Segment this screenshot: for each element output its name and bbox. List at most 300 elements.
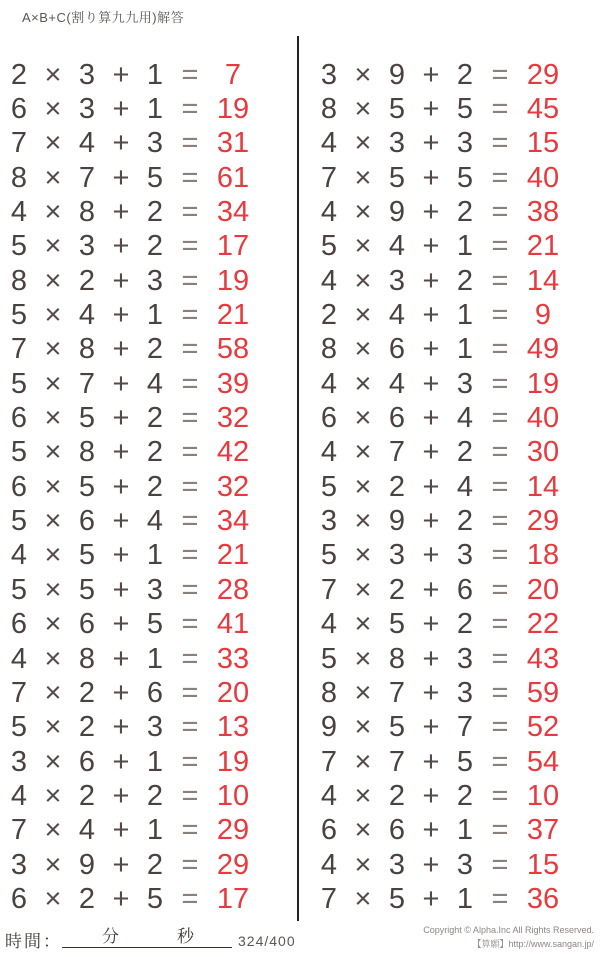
answer: 21 <box>216 299 250 332</box>
addend: 4 <box>146 505 164 538</box>
multiplicand: 5 <box>10 505 28 538</box>
equation-row <box>310 882 568 916</box>
column-divider <box>297 36 299 921</box>
plus-sign: + <box>422 127 440 160</box>
equals-sign: = <box>181 642 199 675</box>
multiplier: 4 <box>388 367 406 400</box>
multiplicand: 3 <box>320 58 338 91</box>
multiplicand: 6 <box>320 402 338 435</box>
multiplier: 7 <box>78 161 96 194</box>
equation-row <box>0 264 258 298</box>
equals-sign: = <box>181 58 199 91</box>
equation-row <box>310 779 568 813</box>
page-title: A×B+C(割り算九九用)解答 <box>22 10 185 25</box>
equals-sign: = <box>491 573 509 606</box>
times-sign: × <box>44 127 62 160</box>
answer: 34 <box>216 505 250 538</box>
multiplier: 6 <box>388 814 406 847</box>
times-sign: × <box>44 299 62 332</box>
plus-sign: + <box>112 642 130 675</box>
addend: 1 <box>146 58 164 91</box>
addend: 3 <box>146 264 164 297</box>
equation-row <box>310 573 568 607</box>
equation-row <box>0 298 258 332</box>
times-sign: × <box>354 882 372 915</box>
plus-sign: + <box>422 848 440 881</box>
equation-row <box>0 848 258 882</box>
equation-row <box>310 436 568 470</box>
times-sign: × <box>44 779 62 812</box>
answer: 40 <box>526 161 560 194</box>
equation-row <box>310 504 568 538</box>
plus-sign: + <box>422 779 440 812</box>
times-sign: × <box>44 93 62 126</box>
multiplicand: 4 <box>10 196 28 229</box>
plus-sign: + <box>422 711 440 744</box>
multiplier: 6 <box>78 745 96 778</box>
multiplier: 5 <box>78 402 96 435</box>
equals-sign: = <box>181 882 199 915</box>
equals-sign: = <box>181 264 199 297</box>
answer: 22 <box>526 608 560 641</box>
equations-column-right <box>310 58 568 917</box>
addend: 5 <box>146 608 164 641</box>
multiplicand: 4 <box>320 127 338 160</box>
addend: 1 <box>456 333 474 366</box>
multiplicand: 3 <box>10 745 28 778</box>
equals-sign: = <box>181 436 199 469</box>
times-sign: × <box>354 436 372 469</box>
equals-sign: = <box>491 264 509 297</box>
equation-row <box>0 470 258 504</box>
addend: 2 <box>456 264 474 297</box>
equals-sign: = <box>181 573 199 606</box>
addend: 3 <box>146 127 164 160</box>
times-sign: × <box>354 814 372 847</box>
plus-sign: + <box>112 814 130 847</box>
multiplier: 5 <box>388 161 406 194</box>
equals-sign: = <box>181 539 199 572</box>
times-sign: × <box>44 814 62 847</box>
multiplicand: 8 <box>320 333 338 366</box>
multiplier: 6 <box>78 505 96 538</box>
plus-sign: + <box>422 196 440 229</box>
plus-sign: + <box>112 608 130 641</box>
times-sign: × <box>44 539 62 572</box>
addend: 2 <box>456 196 474 229</box>
plus-sign: + <box>112 676 130 709</box>
multiplier: 5 <box>388 711 406 744</box>
equals-sign: = <box>491 299 509 332</box>
answer: 21 <box>526 230 560 263</box>
addend: 3 <box>456 642 474 675</box>
multiplier: 4 <box>78 127 96 160</box>
multiplier: 6 <box>78 608 96 641</box>
multiplicand: 2 <box>320 299 338 332</box>
equals-sign: = <box>491 779 509 812</box>
time-label: 時間： <box>5 932 62 951</box>
seconds-label: 秒 <box>177 927 194 946</box>
times-sign: × <box>354 745 372 778</box>
answer: 43 <box>526 642 560 675</box>
addend: 2 <box>146 436 164 469</box>
plus-sign: + <box>422 539 440 572</box>
equation-row <box>0 230 258 264</box>
times-sign: × <box>44 161 62 194</box>
multiplicand: 7 <box>320 745 338 778</box>
multiplicand: 5 <box>10 367 28 400</box>
addend: 4 <box>146 367 164 400</box>
multiplicand: 4 <box>320 264 338 297</box>
multiplier: 3 <box>78 93 96 126</box>
answer: 29 <box>216 814 250 847</box>
multiplicand: 7 <box>10 333 28 366</box>
multiplicand: 4 <box>320 196 338 229</box>
times-sign: × <box>44 333 62 366</box>
equation-row <box>0 92 258 126</box>
multiplier: 9 <box>78 848 96 881</box>
equals-sign: = <box>181 196 199 229</box>
plus-sign: + <box>422 230 440 263</box>
multiplier: 8 <box>78 333 96 366</box>
plus-sign: + <box>112 745 130 778</box>
answer: 21 <box>216 539 250 572</box>
answer: 20 <box>216 676 250 709</box>
multiplier: 5 <box>78 539 96 572</box>
multiplicand: 8 <box>320 676 338 709</box>
equals-sign: = <box>491 436 509 469</box>
equals-sign: = <box>491 711 509 744</box>
plus-sign: + <box>422 264 440 297</box>
multiplicand: 6 <box>10 93 28 126</box>
plus-sign: + <box>112 299 130 332</box>
multiplier: 2 <box>388 573 406 606</box>
answer: 31 <box>216 127 250 160</box>
addend: 1 <box>146 745 164 778</box>
multiplier: 7 <box>388 745 406 778</box>
answer: 40 <box>526 402 560 435</box>
equation-row <box>310 367 568 401</box>
equations-column-left <box>0 58 258 917</box>
plus-sign: + <box>422 470 440 503</box>
answer: 45 <box>526 93 560 126</box>
multiplicand: 7 <box>320 573 338 606</box>
answer: 28 <box>216 573 250 606</box>
addend: 2 <box>456 779 474 812</box>
answer: 15 <box>526 127 560 160</box>
plus-sign: + <box>112 58 130 91</box>
multiplier: 2 <box>78 264 96 297</box>
multiplicand: 4 <box>10 539 28 572</box>
multiplicand: 6 <box>10 882 28 915</box>
addend: 3 <box>146 573 164 606</box>
equation-row <box>310 127 568 161</box>
equation-row <box>310 848 568 882</box>
multiplicand: 7 <box>320 161 338 194</box>
times-sign: × <box>354 161 372 194</box>
equals-sign: = <box>491 58 509 91</box>
times-sign: × <box>354 848 372 881</box>
equation-row <box>0 436 258 470</box>
addend: 2 <box>456 58 474 91</box>
equals-sign: = <box>491 93 509 126</box>
answer: 15 <box>526 848 560 881</box>
addend: 5 <box>146 882 164 915</box>
minutes-label: 分 <box>102 927 119 946</box>
plus-sign: + <box>112 779 130 812</box>
multiplier: 4 <box>78 814 96 847</box>
equation-row <box>310 745 568 779</box>
plus-sign: + <box>112 573 130 606</box>
plus-sign: + <box>422 676 440 709</box>
answer: 19 <box>216 264 250 297</box>
addend: 2 <box>456 436 474 469</box>
times-sign: × <box>44 436 62 469</box>
multiplicand: 5 <box>320 470 338 503</box>
multiplier: 2 <box>78 676 96 709</box>
addend: 2 <box>456 505 474 538</box>
plus-sign: + <box>112 711 130 744</box>
equals-sign: = <box>491 539 509 572</box>
plus-sign: + <box>422 436 440 469</box>
addend: 4 <box>456 470 474 503</box>
answer: 17 <box>216 882 250 915</box>
equation-row <box>0 58 258 92</box>
multiplicand: 4 <box>320 608 338 641</box>
time-blank-line <box>62 922 232 948</box>
times-sign: × <box>354 470 372 503</box>
plus-sign: + <box>422 402 440 435</box>
multiplicand: 5 <box>10 711 28 744</box>
plus-sign: + <box>422 745 440 778</box>
equals-sign: = <box>491 505 509 538</box>
times-sign: × <box>354 58 372 91</box>
equation-row <box>0 642 258 676</box>
multiplicand: 4 <box>320 848 338 881</box>
plus-sign: + <box>112 367 130 400</box>
equals-sign: = <box>491 333 509 366</box>
multiplier: 3 <box>388 539 406 572</box>
multiplicand: 7 <box>10 814 28 847</box>
answer: 52 <box>526 711 560 744</box>
equals-sign: = <box>181 402 199 435</box>
equals-sign: = <box>181 161 199 194</box>
multiplier: 2 <box>78 711 96 744</box>
answer: 59 <box>526 676 560 709</box>
times-sign: × <box>354 196 372 229</box>
addend: 2 <box>146 402 164 435</box>
multiplier: 5 <box>388 608 406 641</box>
addend: 1 <box>146 93 164 126</box>
times-sign: × <box>354 127 372 160</box>
equals-sign: = <box>181 127 199 160</box>
plus-sign: + <box>422 161 440 194</box>
multiplicand: 5 <box>10 573 28 606</box>
equation-row <box>0 573 258 607</box>
equals-sign: = <box>181 711 199 744</box>
equation-row <box>310 92 568 126</box>
equation-row <box>310 711 568 745</box>
addend: 2 <box>146 230 164 263</box>
times-sign: × <box>44 367 62 400</box>
times-sign: × <box>44 676 62 709</box>
equals-sign: = <box>181 367 199 400</box>
plus-sign: + <box>422 333 440 366</box>
equation-row <box>310 676 568 710</box>
plus-sign: + <box>112 848 130 881</box>
answer: 37 <box>526 814 560 847</box>
plus-sign: + <box>422 93 440 126</box>
equals-sign: = <box>491 196 509 229</box>
equation-row <box>0 711 258 745</box>
equals-sign: = <box>181 299 199 332</box>
times-sign: × <box>354 367 372 400</box>
multiplier: 5 <box>78 470 96 503</box>
multiplier: 4 <box>388 299 406 332</box>
plus-sign: + <box>112 161 130 194</box>
times-sign: × <box>44 573 62 606</box>
equation-row <box>310 195 568 229</box>
addend: 2 <box>146 470 164 503</box>
equation-row <box>0 779 258 813</box>
multiplier: 4 <box>78 299 96 332</box>
addend: 1 <box>456 230 474 263</box>
plus-sign: + <box>112 230 130 263</box>
multiplier: 7 <box>78 367 96 400</box>
multiplier: 4 <box>388 230 406 263</box>
plus-sign: + <box>112 93 130 126</box>
plus-sign: + <box>112 882 130 915</box>
multiplier: 3 <box>78 58 96 91</box>
multiplicand: 9 <box>320 711 338 744</box>
multiplier: 3 <box>78 230 96 263</box>
plus-sign: + <box>422 573 440 606</box>
answer: 19 <box>216 93 250 126</box>
multiplicand: 4 <box>320 436 338 469</box>
multiplicand: 7 <box>320 882 338 915</box>
equals-sign: = <box>181 93 199 126</box>
equation-row <box>0 195 258 229</box>
plus-sign: + <box>422 58 440 91</box>
multiplicand: 8 <box>10 264 28 297</box>
copyright-line2: 【算願】http://www.sangan.jp/ <box>472 938 594 949</box>
addend: 5 <box>146 161 164 194</box>
multiplier: 3 <box>388 848 406 881</box>
equals-sign: = <box>491 642 509 675</box>
multiplier: 3 <box>388 264 406 297</box>
addend: 2 <box>146 196 164 229</box>
addend: 2 <box>146 848 164 881</box>
multiplicand: 8 <box>320 93 338 126</box>
equals-sign: = <box>181 470 199 503</box>
times-sign: × <box>354 642 372 675</box>
answer: 30 <box>526 436 560 469</box>
multiplicand: 6 <box>10 608 28 641</box>
multiplier: 3 <box>388 127 406 160</box>
addend: 6 <box>146 676 164 709</box>
equals-sign: = <box>491 814 509 847</box>
equation-row <box>310 298 568 332</box>
plus-sign: + <box>112 333 130 366</box>
answer: 19 <box>526 367 560 400</box>
equation-row <box>0 539 258 573</box>
addend: 5 <box>456 93 474 126</box>
addend: 3 <box>456 848 474 881</box>
multiplier: 7 <box>388 676 406 709</box>
answer: 13 <box>216 711 250 744</box>
plus-sign: + <box>112 470 130 503</box>
multiplier: 8 <box>78 642 96 675</box>
equation-row <box>0 676 258 710</box>
answer: 29 <box>526 505 560 538</box>
multiplier: 9 <box>388 196 406 229</box>
addend: 1 <box>456 882 474 915</box>
equation-row <box>310 539 568 573</box>
addend: 3 <box>146 711 164 744</box>
times-sign: × <box>354 93 372 126</box>
times-sign: × <box>354 539 372 572</box>
equation-row <box>0 127 258 161</box>
plus-sign: + <box>422 882 440 915</box>
equals-sign: = <box>181 676 199 709</box>
plus-sign: + <box>422 299 440 332</box>
plus-sign: + <box>112 402 130 435</box>
answer: 41 <box>216 608 250 641</box>
answer: 9 <box>534 299 552 332</box>
equals-sign: = <box>491 402 509 435</box>
times-sign: × <box>44 230 62 263</box>
multiplier: 2 <box>78 779 96 812</box>
addend: 1 <box>146 299 164 332</box>
equation-row <box>0 333 258 367</box>
multiplier: 7 <box>388 436 406 469</box>
times-sign: × <box>44 505 62 538</box>
equation-row <box>0 504 258 538</box>
answer: 32 <box>216 402 250 435</box>
addend: 6 <box>456 573 474 606</box>
answer: 33 <box>216 642 250 675</box>
equation-row <box>310 161 568 195</box>
addend: 3 <box>456 367 474 400</box>
multiplicand: 5 <box>320 539 338 572</box>
answer: 19 <box>216 745 250 778</box>
answer: 34 <box>216 196 250 229</box>
multiplicand: 7 <box>10 676 28 709</box>
multiplier: 5 <box>78 573 96 606</box>
multiplier: 6 <box>388 333 406 366</box>
answer: 42 <box>216 436 250 469</box>
equals-sign: = <box>181 848 199 881</box>
equation-row <box>0 608 258 642</box>
equals-sign: = <box>491 230 509 263</box>
multiplier: 6 <box>388 402 406 435</box>
equals-sign: = <box>491 161 509 194</box>
multiplicand: 4 <box>320 779 338 812</box>
answer: 58 <box>216 333 250 366</box>
equation-row <box>310 333 568 367</box>
times-sign: × <box>354 264 372 297</box>
plus-sign: + <box>112 436 130 469</box>
equals-sign: = <box>491 848 509 881</box>
times-sign: × <box>44 711 62 744</box>
equals-sign: = <box>491 745 509 778</box>
addend: 1 <box>146 539 164 572</box>
addend: 7 <box>456 711 474 744</box>
multiplier: 9 <box>388 505 406 538</box>
equals-sign: = <box>181 333 199 366</box>
copyright <box>423 924 594 951</box>
times-sign: × <box>44 402 62 435</box>
